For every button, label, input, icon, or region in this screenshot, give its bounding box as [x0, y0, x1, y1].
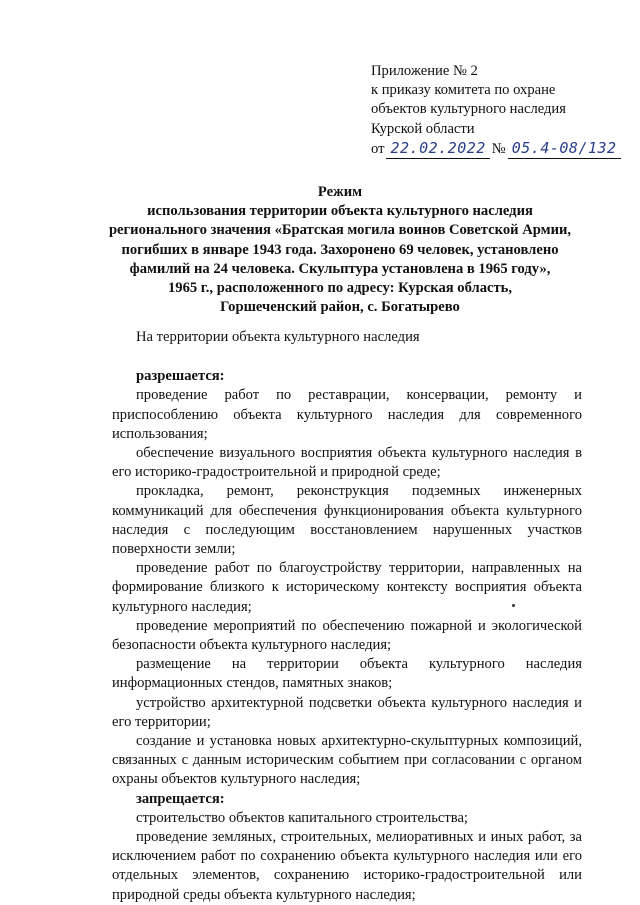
document-title	[70, 183, 610, 317]
title-line-5: фамилий на 24 человека. Скульптура установлена в 1965 году»,	[129, 260, 551, 277]
number-sign: №	[491, 140, 506, 157]
document-body	[112, 323, 582, 905]
allowed-item: проведение работ по благоустройству территории, направленных на формирование близкого к историческому контексту восприятия объекта культурного наследия;	[112, 560, 582, 615]
appendix-committee-line: объектов культурного наследия	[371, 101, 566, 118]
allowed-item: размещение на территории объекта культурного наследия информационных стендов, памятных знаков;	[112, 656, 582, 692]
allowed-item: прокладка, ремонт, реконструкция подземных инженерных коммуникаций для обеспечения функционирования объекта культурного наследия с последующим восстановлением нарушенных участков поверхности земли;	[112, 483, 582, 558]
appendix-header	[371, 62, 621, 159]
scan-speck	[512, 604, 515, 607]
allowed-item: обеспечение визуального восприятия объекта культурного наследия в его историко-градостроительной и природной среде;	[112, 445, 582, 481]
title-line-7: Горшеченский район, с. Богатырево	[220, 299, 460, 316]
title-line-6: 1965 г., расположенного по адресу: Курская область,	[167, 280, 513, 297]
title-line-3: регионального значения «Братская могила воинов Советской Армии,	[108, 222, 572, 239]
allowed-item: устройство архитектурной подсветки объекта культурного наследия и его территории;	[112, 694, 582, 730]
order-date-line	[371, 139, 621, 159]
forbidden-heading: запрещается:	[136, 790, 225, 807]
allowed-heading: разрешается:	[136, 368, 225, 385]
order-number: 05.4-08/132	[508, 139, 621, 159]
appendix-order-line: к приказу комитета по охране	[371, 82, 556, 99]
forbidden-item: строительство объектов капитального строительства;	[136, 809, 468, 826]
allowed-item: создание и установка новых архитектурно-скульптурных композиций, связанных с данным историческим событием при согласовании с органом охраны объектов культурного наследия;	[112, 733, 582, 788]
title-line-2: использования территории объекта культурного наследия	[147, 203, 533, 220]
order-date: 22.02.2022	[386, 139, 489, 159]
forbidden-item: проведение земляных, строительных, мелиоративных и иных работ, за исключением работ по сохранению объекта культурного наследия или его отдельных элементов, сохранению историко-градостроительной или природной среды объекта культурного наследия;	[112, 829, 582, 903]
intro-text: На территории объекта культурного наследия	[136, 329, 420, 345]
title-line-4: погибших в январе 1943 года. Захоронено 69 человек, установлено	[121, 241, 559, 258]
allowed-item: проведение работ по реставрации, консервации, ремонту и приспособлению объекта культурного наследия для современного использования;	[112, 387, 582, 442]
title-line-1: Режим	[317, 184, 363, 200]
from-prefix: от	[371, 140, 385, 157]
allowed-item: проведение мероприятий по обеспечению пожарной и экологической безопасности объекта культурного наследия;	[112, 617, 582, 654]
appendix-region-line: Курской области	[371, 120, 475, 137]
appendix-number: Приложение № 2	[371, 63, 478, 79]
